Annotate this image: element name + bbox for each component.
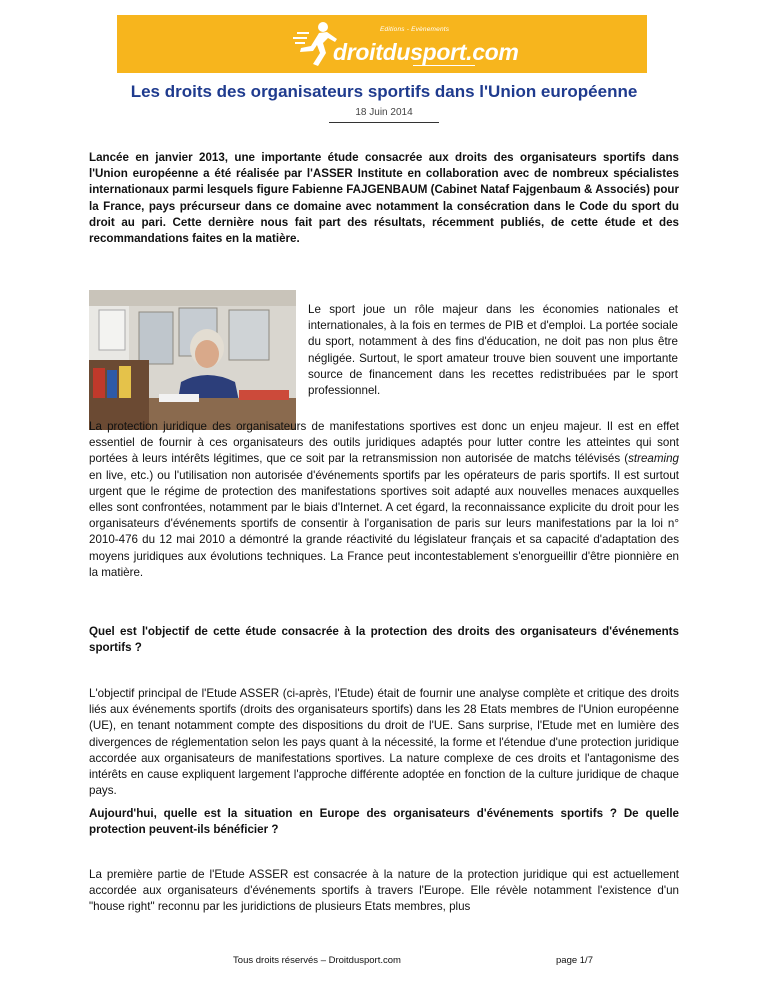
logo-underline [413, 65, 475, 66]
article-date: 18 Juin 2014 [355, 107, 413, 118]
question-heading-1: Quel est l'objectif de cette étude consacrée à la protection des droits des organisateurs d'événements sportifs ? [89, 625, 679, 655]
logo-text: droitdusport.com [333, 39, 519, 65]
body-paragraph-1 [89, 419, 679, 581]
footer-page-number: page 1/7 [556, 955, 593, 966]
body-paragraph-2: L'objectif principal de l'Etude ASSER (ci-après, l'Etude) était de fournir une analyse complète et critique des droits liés aux événements sportifs (droits des organisateurs sportifs) dans les 28 Etats membres de l'Union européenne (UE), en tenant notamment compte des dispositions du droit de l'UE. Sans surprise, l'Etude met en lumière des divergences de réglementation selon les pays quant à la nécessité, la forme et l'étendue d'une protection juridique accordée aux organisateurs de manifestations sportives. La nature complexe de ces droits et l'antagonisme des intérêts en cause expliquent largement l'approche différente adoptée en fonction de la culture juridique de chaque pays. [89, 687, 679, 798]
question-heading-2: Aujourd'hui, quelle est la situation en Europe des organisateurs d'événements sportifs ? De quelle protection peuvent-ils bénéficier ? [89, 807, 679, 837]
article-photo [89, 290, 296, 430]
body1-part-a: La protection juridique des organisateurs de manifestations sportives est donc un enjeu majeur. Il est en effet essentiel de fournir à ces organisateurs des outils juridiques adaptés pour lutter contre les atteintes qui sont portées à leurs intérêts légitimes, que ce soit par la retransmission non autorisée de matchs télévisés ( [89, 420, 679, 466]
article-intro: Lancée en janvier 2013, une importante étude consacrée aux droits des organisateurs sportifs dans l'Union européenne a été réalisée par l'ASSER Institute en collaboration avec de nombreux spécialistes internationaux parmi lesquels figure Fabienne FAJGENBAUM (Cabinet Nataf Fajgenbaum & Associés) pour la France, pays précurseur dans ce domaine avec notamment la consécration dans le Code du sport du droit au pari. Cette dernière nous fait part des résultats, récemment publiés, de cette étude et des recommandations faites en la matière. [89, 151, 679, 246]
date-divider [329, 122, 439, 123]
body1-part-b: en live, etc.) ou l'utilisation non autorisée d'événements sportifs par les opérateurs de paris sportifs. Il est surtout urgent que le régime de protection des manifestations sportives soit adapté aux nouvelles menaces auxquelles elles sont confrontées, notamment par le biais d'Internet. A cet égard, la reconnaissance explicite du droit pour les organisateurs d'événements sportifs de consentir à l'organisation de paris sur leurs manifestations par la loi n° 2010-476 du 12 mai 2010 a démontré la grande réactivité du législateur français et sa capacité d'adaptation des moyens juridiques aux évolutions techniques. La France peut incontestablement s'enorgueillir d'être pionnière en la matière. [89, 468, 679, 579]
article-title: Les droits des organisateurs sportifs dans l'Union européenne [130, 82, 638, 101]
logo-tagline: Editions - Evènements [380, 26, 450, 33]
footer-copyright: Tous droits réservés – Droitdusport.com [233, 955, 401, 966]
float-paragraph: Le sport joue un rôle majeur dans les économies nationales et internationales, à la fois en termes de PIB et d'emploi. La portée sociale du sport, notamment à des fins d'éducation, ne doit pas non plus être négligée. Surtout, le sport amateur trouve bien souvent une importante source de financement dans les recettes redistribuées par le sport professionnel. [308, 303, 678, 398]
body-paragraph-3: La première partie de l'Etude ASSER est consacrée à la nature de la protection juridique qui est actuellement accordée aux organisateurs d'événements sportifs à travers l'Europe. Elle révèle notamment l'existence d'un "house right" reconnu par les juridictions de plusieurs Etats membres, plus [89, 868, 679, 914]
body1-emphasis: streaming [628, 452, 679, 466]
site-logo[interactable] [293, 16, 519, 74]
portrait-image [89, 290, 296, 430]
